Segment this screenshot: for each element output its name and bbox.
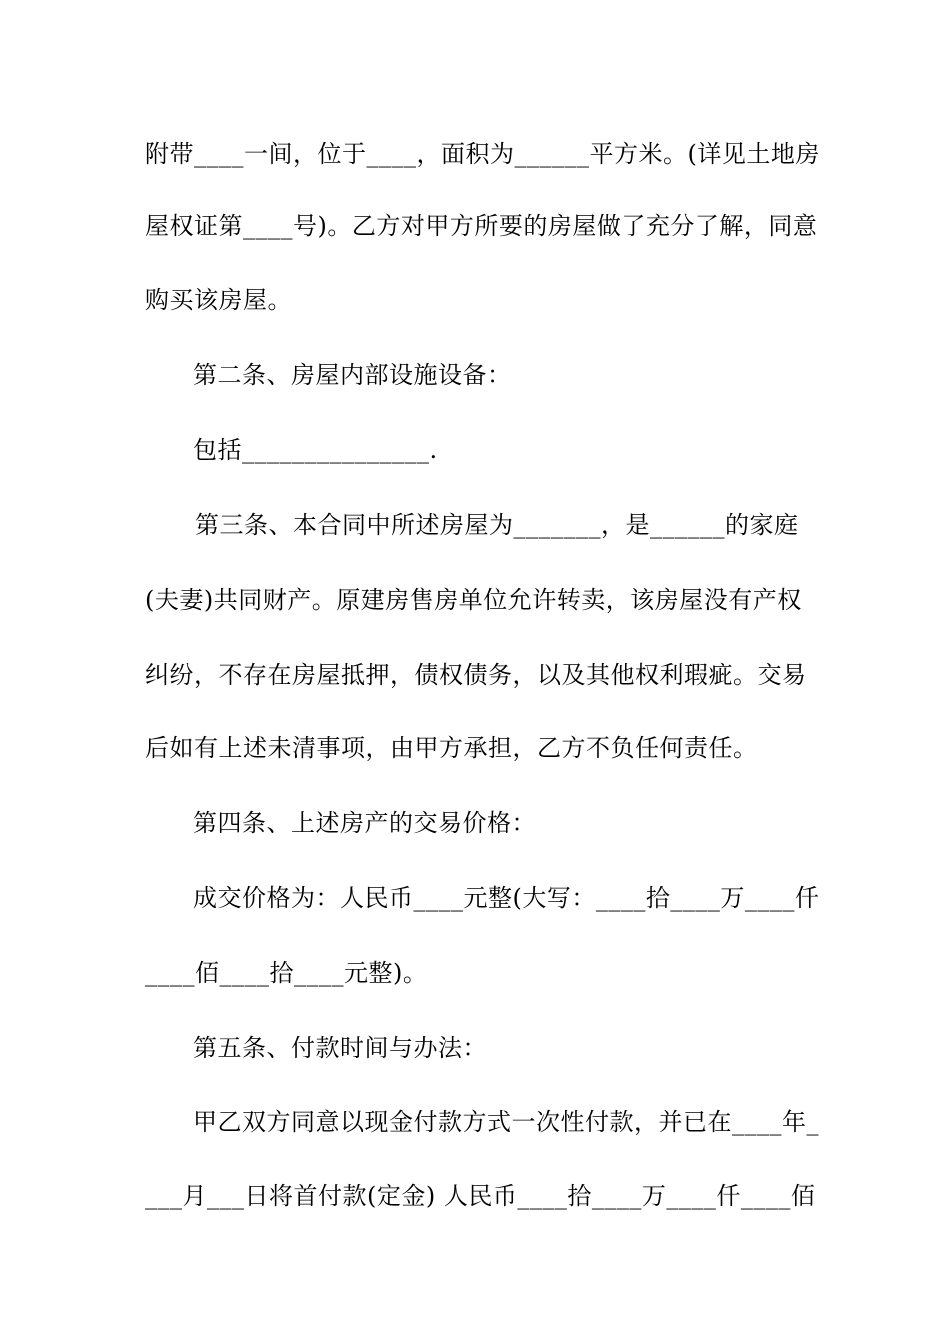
article-3-line-1: 第三条、本合同中所述房屋为_______，是______的家庭 xyxy=(195,511,799,539)
article-3-line-3: 纠纷，不存在房屋抵押，债权债务，以及其他权利瑕疵。交易 xyxy=(145,661,807,689)
article-5-line-2: ___月___日将首付款(定金) 人民币____拾____万____仟____佰 xyxy=(145,1182,816,1210)
article-5-heading: 第五条、付款时间与办法： xyxy=(193,1034,487,1062)
article-5-line-1: 甲乙双方同意以现金付款方式一次性付款，并已在____年_ xyxy=(193,1108,819,1136)
article-4-line-2: ____佰____拾____元整)。 xyxy=(145,959,428,987)
article-4-heading: 第四条、上述房产的交易价格： xyxy=(193,809,536,837)
article-3-line-2: (夫妻)共同财产。原建房售房单位允许转卖，该房屋没有产权 xyxy=(145,586,802,614)
paragraph-line-2: 屋权证第____号)。乙方对甲方所要的房屋做了充分了解，同意 xyxy=(145,212,818,240)
article-4-line-1: 成交价格为：人民币____元整(大写：____拾____万____仟 xyxy=(193,884,820,912)
article-3-line-4: 后如有上述未清事项，由甲方承担，乙方不负任何责任。 xyxy=(145,734,758,762)
article-2-heading: 第二条、房屋内部设施设备： xyxy=(193,361,512,389)
paragraph-line-3: 购买该房屋。 xyxy=(145,286,292,314)
paragraph-line-1: 附带____一间，位于____，面积为______平方米。(详见土地房 xyxy=(145,140,820,168)
article-2-content: 包括_______________. xyxy=(193,436,438,464)
